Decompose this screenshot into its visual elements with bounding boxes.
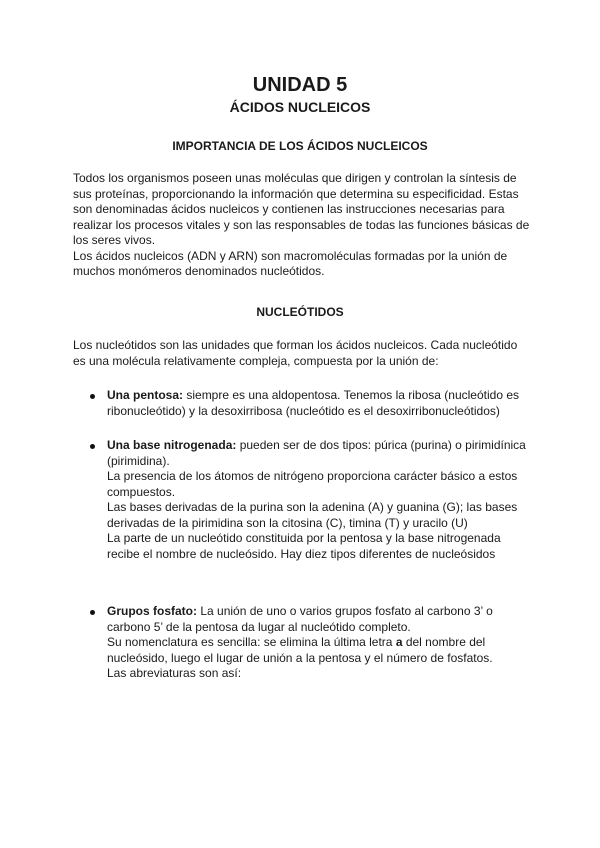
- base-derived-bases: Las bases derivadas de la purina son la adenina (A) y guanina (G); las bases derivadas de la pirimidina son la citosina (C), timina (T) y uracilo (U): [107, 500, 518, 530]
- base-term: Una base nitrogenada:: [107, 438, 237, 452]
- phosphate-text: [107, 604, 527, 635]
- pentose-description: siempre es una aldopentosa. Tenemos la ribosa (nucleótido es ribonucleótido) y la desoxirribosa (nucleótido es el desoxirribonucleótidos): [107, 388, 519, 418]
- pentose-text: [107, 388, 527, 419]
- phosphate-description: La unión de uno o varios grupos fosfato al carbono 3’ o carbono 5’ de la pentosa da lugar al nucleótido completo.: [107, 604, 493, 634]
- section-heading-importance: IMPORTANCIA DE LOS ÁCIDOS NUCLEICOS: [172, 139, 428, 153]
- list-item-phosphate: [107, 604, 527, 682]
- phosphate-abbreviations: Las abreviaturas son así:: [107, 666, 242, 680]
- nomenclature-letter: a: [395, 635, 403, 649]
- phosphate-nomenclature: [107, 635, 527, 666]
- topic-title: ÁCIDOS NUCLEICOS: [229, 99, 371, 115]
- base-text: [107, 438, 527, 469]
- list-item-nitrogen-base: [107, 438, 527, 562]
- nomenclature-text-a: Su nomenclatura es sencilla: se elimina la última letra: [107, 635, 396, 649]
- base-nucleoside-note: La parte de un nucleótido constituida por la pentosa y la base nitrogenada recibe el nombre de nucleósido. Hay diez tipos diferentes de nucleósidos: [107, 531, 501, 561]
- base-nitrogen-note: La presencia de los átomos de nitrógeno proporciona carácter básico a estos compuestos.: [107, 469, 518, 499]
- unit-title: UNIDAD 5: [252, 74, 348, 96]
- importance-paragraph-1: Todos los organismos poseen unas moléculas que dirigen y controlan la síntesis de sus proteínas, proporcionando la información que determina su especificidad. Estas son denominadas ácidos nucleicos y contienen las instrucciones necesarias para realizar los procesos vitales y son las responsables de todas las funciones básicas de los seres vivos.: [73, 171, 530, 247]
- list-item-pentose: [107, 388, 527, 419]
- bullet-icon: [90, 610, 95, 615]
- base-description: pueden ser de dos tipos: púrica (purina) o pirimidínica (pirimidina).: [107, 438, 526, 468]
- bullet-icon: [90, 444, 95, 449]
- pentose-term: Una pentosa:: [107, 388, 184, 402]
- phosphate-term: Grupos fosfato:: [107, 604, 197, 618]
- importance-body: [73, 171, 533, 280]
- bullet-icon: [90, 394, 95, 399]
- nucleotides-intro: Los nucleótidos son las unidades que forman los ácidos nucleicos. Cada nucleótido es una molécula relativamente compleja, compuesta por la unión de:: [73, 338, 518, 368]
- importance-paragraph-2: Los ácidos nucleicos (ADN y ARN) son macromoléculas formadas por la unión de muchos monómeros denominados nucleótidos.: [73, 248, 508, 278]
- nomenclature-text-b: del nombre del nucleósido, luego el lugar de unión a la pentosa y el número de fosfatos.: [107, 635, 493, 665]
- section-heading-nucleotides: NUCLEÓTIDOS: [256, 305, 344, 319]
